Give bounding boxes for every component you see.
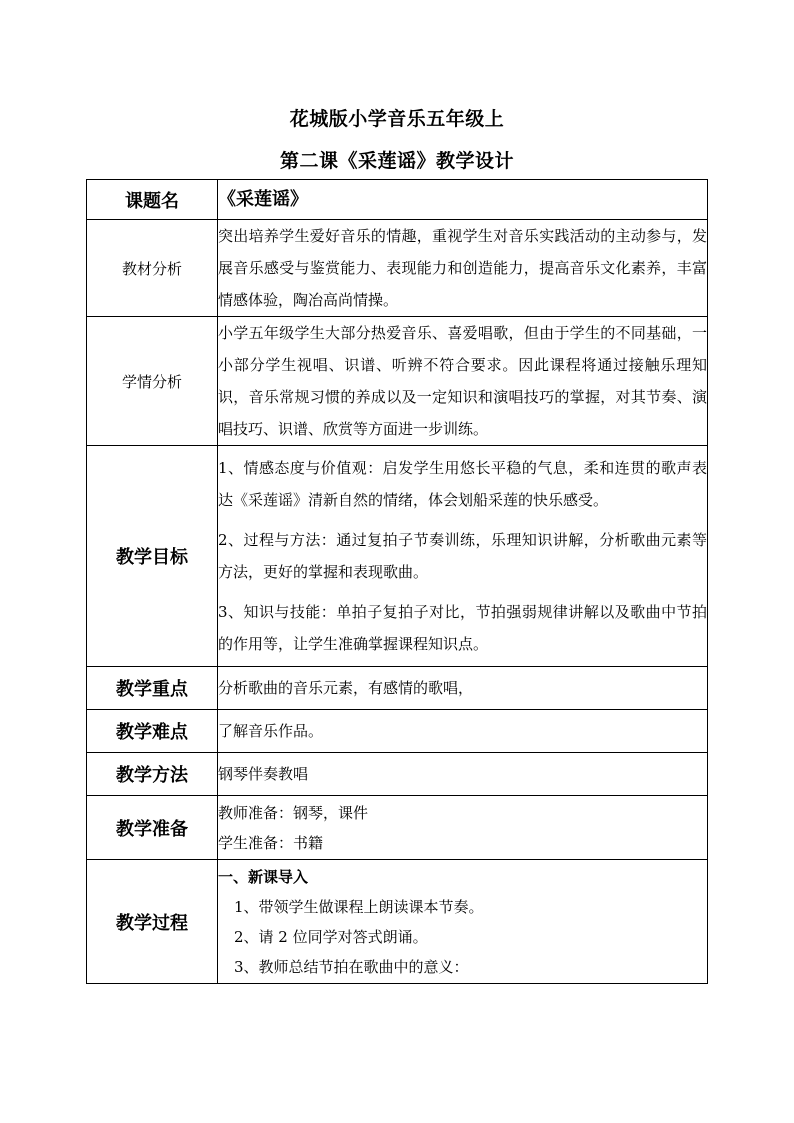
objective-item: 2、过程与方法：通过复拍子节奏训练，乐理知识讲解，分析歌曲元素等方法，更好的掌握和表现歌曲。 — [218, 531, 707, 581]
objectives-label: 教学目标 — [87, 446, 218, 667]
difficulties-label: 教学难点 — [87, 710, 218, 753]
row-difficulties — [87, 710, 708, 753]
material-analysis-label: 教材分析 — [87, 220, 218, 317]
key-points-label: 教学重点 — [87, 667, 218, 710]
student-preparation: 学生准备：书籍 — [218, 833, 324, 852]
topic-label: 课题名 — [87, 180, 218, 220]
row-topic — [87, 180, 708, 220]
process-section-title: 一、新课导入 — [218, 867, 309, 886]
methods-text: 钢琴伴奏教唱 — [218, 753, 708, 796]
difficulties-text: 了解音乐作品。 — [218, 710, 708, 753]
document-subtitle: 第二课《采莲谣》教学设计 — [279, 150, 514, 172]
topic-cell — [218, 180, 708, 220]
row-process — [87, 860, 708, 984]
row-methods — [87, 753, 708, 796]
row-material-analysis — [87, 220, 708, 317]
process-cell — [218, 860, 708, 984]
process-step: 3、教师总结节拍在歌曲中的意义： — [234, 957, 469, 976]
student-analysis-label: 学情分析 — [87, 317, 218, 446]
process-step: 1、带领学生做课程上朗读课本节奏。 — [234, 897, 484, 916]
objective-item: 1、情感态度与价值观：启发学生用悠长平稳的气息，柔和连贯的歌声表达《采莲谣》清新自然的情绪，体会划船采莲的快乐感受。 — [218, 459, 707, 509]
row-key-points — [87, 667, 708, 710]
topic-value: 《采莲谣》 — [218, 188, 308, 210]
row-student-analysis — [87, 317, 708, 446]
row-preparation — [87, 796, 708, 860]
student-analysis-text: 小学五年级学生大部分热爱音乐、喜爱唱歌，但由于学生的不同基础，一小部分学生视唱、识谱、听辨不符合要求。因此课程将通过接触乐理知识，音乐常规习惯的养成以及一定知识和演唱技巧的掌握，对其节奏、演唱技巧、识谱、欣赏等方面进一步训练。 — [218, 317, 708, 446]
preparation-cell — [218, 796, 708, 860]
document-title: 花城版小学音乐五年级上 — [289, 108, 505, 130]
teacher-preparation: 教师准备：钢琴，课件 — [218, 803, 369, 822]
process-label: 教学过程 — [87, 860, 218, 984]
material-analysis-text: 突出培养学生爱好音乐的情趣，重视学生对音乐实践活动的主动参与，发展音乐感受与鉴赏能力、表现能力和创造能力，提高音乐文化素养，丰富情感体验，陶冶高尚情操。 — [218, 220, 708, 317]
preparation-label: 教学准备 — [87, 796, 218, 860]
methods-label: 教学方法 — [87, 753, 218, 796]
process-step: 2、请 2 位同学对答式朗诵。 — [234, 927, 428, 946]
row-objectives — [87, 446, 708, 667]
lesson-plan-table — [86, 179, 708, 984]
objective-item: 3、知识与技能：单拍子复拍子对比，节拍强弱规律讲解以及歌曲中节拍的作用等，让学生准确掌握课程知识点。 — [218, 603, 707, 653]
key-points-text: 分析歌曲的音乐元素，有感情的歌唱， — [218, 667, 708, 710]
objectives-cell — [218, 446, 708, 667]
